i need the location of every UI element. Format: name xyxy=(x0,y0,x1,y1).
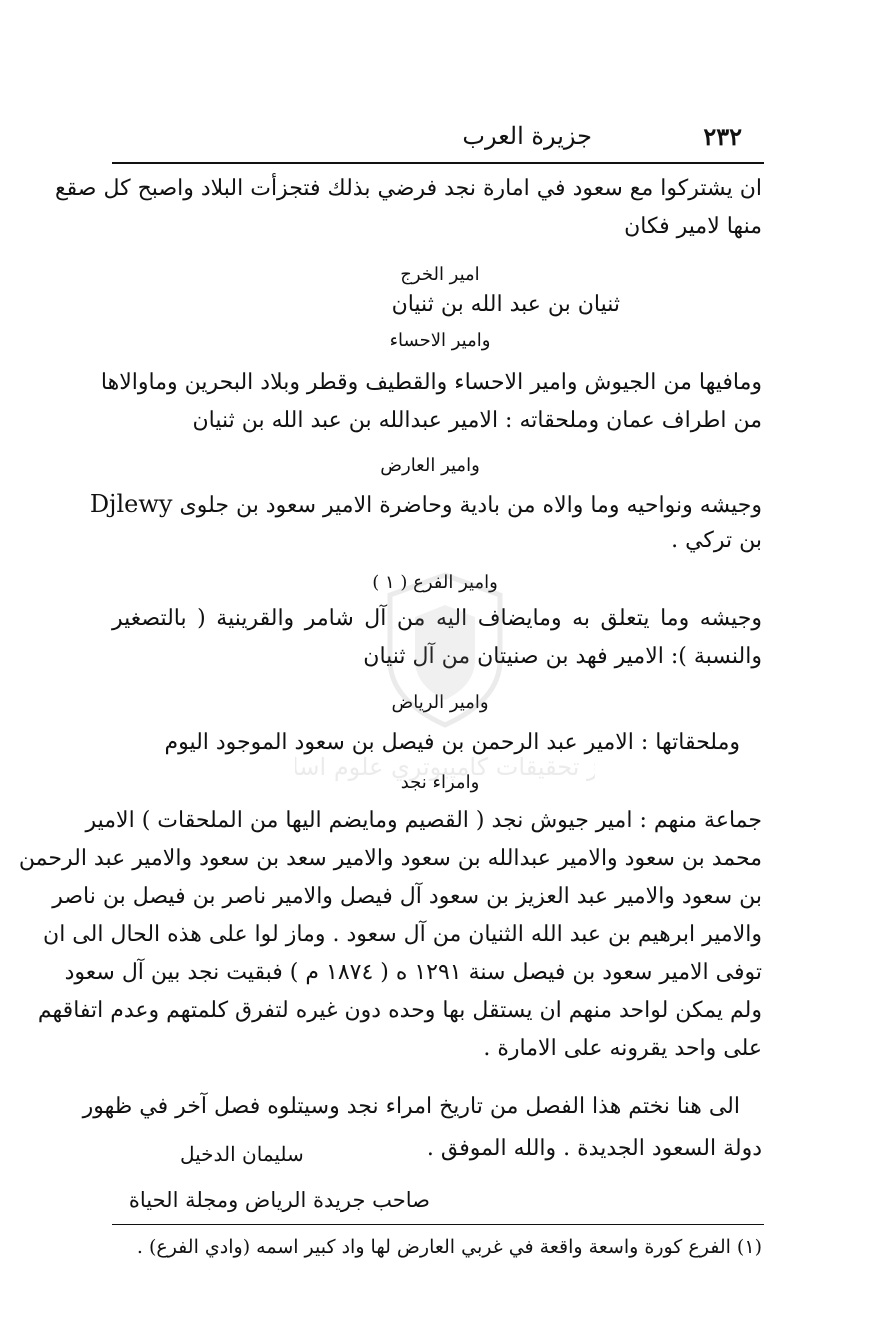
footnote-rule xyxy=(112,1224,764,1225)
text-line: والامير ابرهيم بن عبد الله الثنيان من آل سعود . وماز لوا على هذه الحال الى ان xyxy=(43,922,762,947)
section-heading-ahsa: وامير الاحساء xyxy=(389,330,491,351)
footnote: (١) الفرع كورة واسعة واقعة في غربي العارض لها واد كبير اسمه (وادي الفرع) . xyxy=(136,1236,762,1258)
section-heading-kharj: امير الخرج xyxy=(400,264,480,285)
text-line: بن سعود والامير عبد العزيز بن سعود آل فيصل والامير ناصر بن فيصل بن ناصر xyxy=(52,884,762,909)
text-line: ثنيان بن عبد الله بن ثنيان xyxy=(391,292,620,317)
section-heading-riyadh: وامير الرياض xyxy=(391,692,489,713)
shield-emblem-icon xyxy=(295,565,595,805)
text-line: بن تركي . xyxy=(671,528,762,553)
running-title: جزيرة العرب xyxy=(462,122,592,150)
text-line: دولة السعود الجديدة . والله الموفق . xyxy=(426,1136,762,1161)
text-line: جماعة منهم : امير جيوش نجد ( القصيم ومايضم اليها من الملحقات ) الامير xyxy=(85,808,762,833)
text-line: والنسبة ): الامير فهد بن صنيتان من آل ثنيان xyxy=(363,644,762,669)
section-heading-faraa: وامير الفرع ( ١ ) xyxy=(372,572,498,593)
text-line: الى هنا نختم هذا الفصل من تاريخ امراء نجد وسيتلوه فصل آخر في ظهور xyxy=(82,1094,740,1119)
text-line: محمد بن سعود والامير عبدالله بن سعود والامير سعد بن سعود والامير عبد الرحمن xyxy=(18,846,762,871)
text-line xyxy=(89,490,762,518)
text-line: توفى الامير سعود بن فيصل سنة ١٢٩١ ه ( ١٨٧٤ م ) فبقيت نجد بين آل سعود xyxy=(64,960,762,985)
header-rule xyxy=(112,162,764,164)
page-number: ٢٣٢ xyxy=(703,122,742,151)
text-line: ومافيها من الجيوش وامير الاحساء والقطيف وقطر وبلاد البحرين وماوالاها xyxy=(100,370,762,395)
text-line: ولم يمكن لواحد منهم ان يستقل بها وحده دون غيره لتفرق كلمتهم وعدم اتفاقهم xyxy=(37,998,762,1023)
signature-title: صاحب جريدة الرياض ومجلة الحياة xyxy=(128,1188,430,1212)
watermark xyxy=(295,565,595,805)
section-heading-umara: وامراء نجد xyxy=(400,772,480,793)
text-line: وجيشه وما يتعلق به ومايضاف اليه من آل شامر والقرينية ( بالتصغير xyxy=(112,606,762,631)
page-header xyxy=(112,118,762,158)
signature-name: سليمان الدخيل xyxy=(180,1142,304,1166)
section-heading-arid: وامير العارض xyxy=(380,455,480,476)
text-line: من اطراف عمان وملحقاته : الامير عبدالله بن عبد الله بن ثنيان xyxy=(192,408,762,433)
latin-transliteration: Djlewy xyxy=(89,490,173,518)
text-line: على واحد يقرونه على الامارة . xyxy=(483,1036,762,1061)
text-line: ان يشتركوا مع سعود في امارة نجد فرضي بذلك فتجزأت البلاد واصبح كل صقع xyxy=(54,176,762,201)
text-span: وجيشه ونواحيه وما والاه من بادية وحاضرة الامير سعود بن جلوى xyxy=(179,493,762,518)
text-line: منها لامير فكان xyxy=(624,214,762,239)
watermark-text: ز تحقيقات كامپيوتري علوم اسل xyxy=(295,753,595,781)
text-line: وملحقاتها : الامير عبد الرحمن بن فيصل بن سعود الموجود اليوم xyxy=(164,730,740,755)
